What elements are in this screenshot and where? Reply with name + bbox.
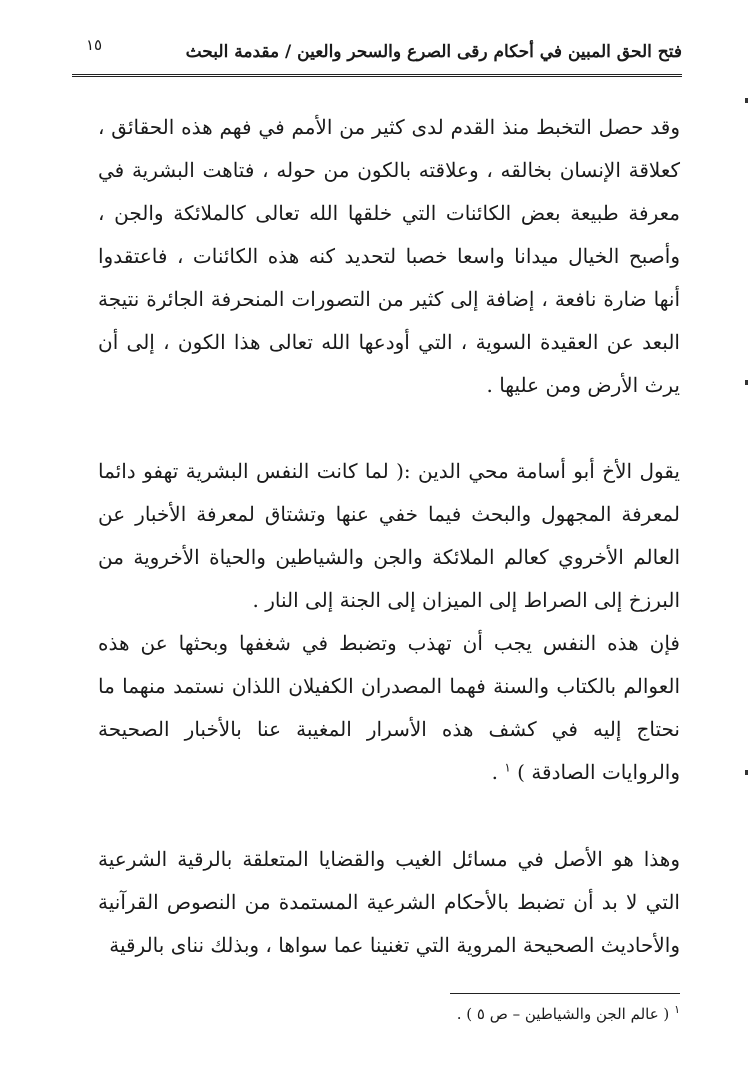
scan-edge-mark: [745, 98, 748, 103]
scan-edge-mark: [745, 380, 748, 385]
footnote: [280, 1002, 680, 1026]
body-paragraph-3: [98, 622, 680, 794]
paragraph-3-end: .: [491, 760, 505, 784]
body-paragraph-4: وهذا هو الأصل في مسائل الغيب والقضايا المتعلقة بالرقية الشرعية التي لا بد أن تضبط بالأحكام الشرعية المستمدة من النصوص القرآنية والأحاديث الصحيحة المروية التي تغنينا عما سواها ، وبذلك نناى بالرقية: [98, 847, 680, 957]
scan-edge-mark: [745, 770, 748, 775]
body-paragraph-2: يقول الأخ أبو أسامة محي الدين :( لما كانت النفس البشرية تهفو دائما لمعرفة المجهول والبحث فيما خفي عنها وتشتاق لمعرفة الأخبار عن العالم الأخروي كعالم الملائكة والجن والشياطين والحياة الأخروية من البرزخ إلى الصراط إلى الميزان إلى الجنة إلى النار .: [98, 459, 680, 612]
page-header: [72, 34, 682, 77]
footnote-mark: ١: [674, 1003, 680, 1016]
running-title: فتح الحق المبين في أحكام رقى الصرع والسحر والعين / مقدمة البحث: [185, 42, 682, 62]
footnote-reference: ١: [504, 760, 511, 775]
footnote-separator: [450, 993, 680, 994]
paragraph-3-text: فإن هذه النفس يجب أن تهذب وتضبط في شغفها وبحثها عن هذه العوالم بالكتاب والسنة فهما المصدران الكفيلان اللذان نستمد منهما ما نحتاج إليه في كشف هذه الأسرار المغيبة عنا بالأخبار الصحيحة والروايات الصادقة ): [98, 631, 680, 784]
footnote-text: ( عالم الجن والشياطين – ص ٥ ) .: [456, 1005, 670, 1023]
body-paragraph-1: وقد حصل التخبط منذ القدم لدى كثير من الأمم في فهم هذه الحقائق ، كعلاقة الإنسان بخالقه ، وعلاقته بالكون من حوله ، فتاهت البشرية في معرفة طبيعة بعض الكائنات التي خلقها الله تعالى كالملائكة والجن ، وأصبح الخيال ميدانا واسعا خصبا لتحديد كنه هذه الكائنات ، فاعتقدوا أنها ضارة نافعة ، إضافة إلى كثير من التصورات المنحرفة الجائرة نتيجة البعد عن العقيدة السوية ، التي أودعها الله تعالى هذا الكون ، إلى أن يرث الأرض ومن عليها .: [98, 115, 680, 397]
page-number: ١٥: [86, 36, 103, 54]
